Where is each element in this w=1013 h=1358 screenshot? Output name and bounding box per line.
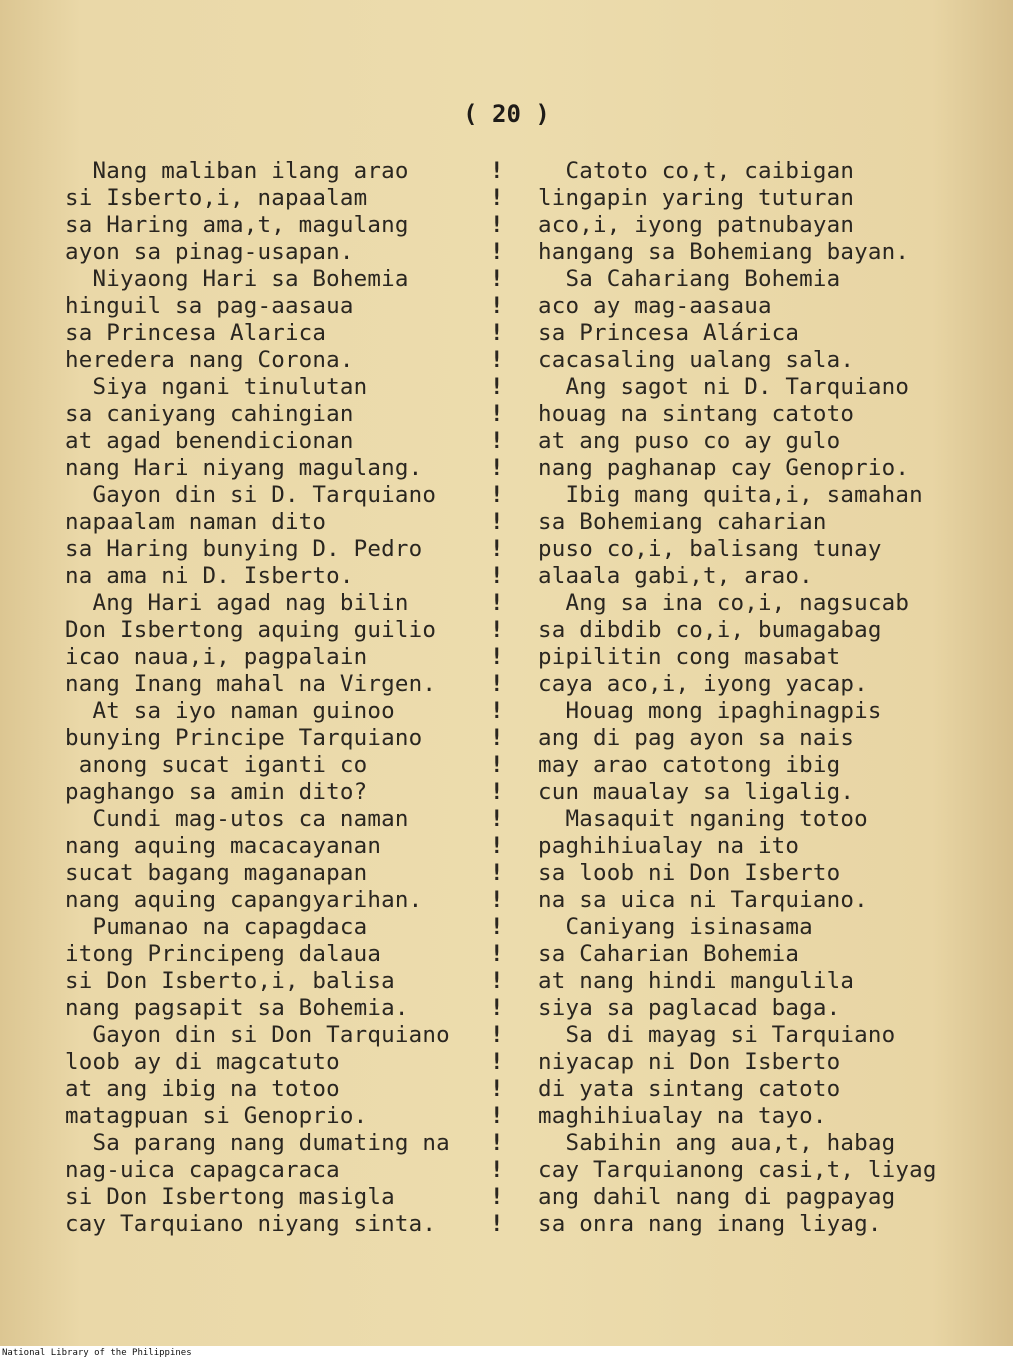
verse-line (538, 941, 988, 968)
verse-text: sa onra nang inang liyag. (538, 1211, 882, 1237)
verse-text: Siya ngani tinulutan (65, 374, 368, 400)
verse-line (65, 914, 535, 941)
verse-text: Sabihin ang aua,t, habag (538, 1130, 896, 1156)
verse-text: sucat bagang maganapan (65, 860, 368, 886)
verse-line (538, 563, 988, 590)
verse-line (538, 1049, 988, 1076)
line-mark: ! (490, 563, 504, 589)
verse-line (65, 887, 535, 914)
verse-line (538, 644, 988, 671)
line-mark: ! (490, 1184, 504, 1210)
verse-text: paghango sa amin dito? (65, 779, 368, 805)
verse-text: di yata sintang catoto (538, 1076, 841, 1102)
verse-text: loob ay di magcatuto (65, 1049, 340, 1075)
verse-text: siya sa paglacad baga. (538, 995, 841, 1021)
verse-line (538, 401, 988, 428)
verse-text: hinguil sa pag-aasaua (65, 293, 354, 319)
verse-line (538, 590, 988, 617)
line-mark: ! (490, 617, 504, 643)
line-mark: ! (490, 482, 504, 508)
verse-text: sa Caharian Bohemia (538, 941, 800, 967)
line-mark: ! (490, 698, 504, 724)
verse-text: anong sucat iganti co (65, 752, 368, 778)
verse-text: puso co,i, balisang tunay (538, 536, 882, 562)
verse-text: alaala gabi,t, arao. (538, 563, 813, 589)
verse-text: aco ay mag-aasaua (538, 293, 772, 319)
line-mark: ! (490, 1103, 504, 1129)
verse-line (538, 1211, 988, 1238)
line-mark: ! (490, 455, 504, 481)
line-mark: ! (490, 833, 504, 859)
verse-text: at ang puso co ay gulo (538, 428, 841, 454)
verse-line (538, 1022, 988, 1049)
verse-line (538, 185, 988, 212)
verse-line (65, 752, 535, 779)
verse-text: napaalam naman dito (65, 509, 327, 535)
line-mark: ! (490, 1022, 504, 1048)
right-column (538, 158, 988, 1238)
verse-line (538, 914, 988, 941)
verse-text: at agad benendicionan (65, 428, 354, 454)
verse-line (538, 698, 988, 725)
verse-text: Ang sa ina co,i, nagsucab (538, 590, 910, 616)
verse-text: heredera nang Corona. (65, 347, 354, 373)
verse-line (65, 347, 535, 374)
verse-text: caya aco,i, iyong yacap. (538, 671, 868, 697)
line-mark: ! (490, 671, 504, 697)
line-mark: ! (490, 1076, 504, 1102)
line-mark: ! (490, 428, 504, 454)
verse-line (65, 968, 535, 995)
verse-text: Niyaong Hari sa Bohemia (65, 266, 409, 292)
verse-line (65, 293, 535, 320)
verse-line (65, 212, 535, 239)
line-mark: ! (490, 725, 504, 751)
verse-text: nag-uica capagcaraca (65, 1157, 340, 1183)
verse-line (538, 455, 988, 482)
line-mark: ! (490, 806, 504, 832)
verse-line (65, 860, 535, 887)
verse-text: hangang sa Bohemiang bayan. (538, 239, 910, 265)
verse-line (65, 563, 535, 590)
verse-line (65, 1157, 535, 1184)
verse-line (65, 590, 535, 617)
verse-text: nang pagsapit sa Bohemia. (65, 995, 409, 1021)
verse-line (65, 1184, 535, 1211)
verse-line (65, 1130, 535, 1157)
page-number: ( 20 ) (463, 100, 550, 128)
verse-line (65, 1211, 535, 1238)
line-mark: ! (490, 995, 504, 1021)
verse-line (538, 1103, 988, 1130)
verse-line (65, 1022, 535, 1049)
verse-line (538, 428, 988, 455)
verse-line (65, 320, 535, 347)
verse-text: cacasaling ualang sala. (538, 347, 855, 373)
verse-text: At sa iyo naman guinoo (65, 698, 395, 724)
verse-line (538, 833, 988, 860)
verse-text: nang aquing capangyarihan. (65, 887, 423, 913)
line-mark: ! (490, 374, 504, 400)
verse-line (538, 752, 988, 779)
verse-text: may arao catotong ibig (538, 752, 841, 778)
line-mark: ! (490, 1130, 504, 1156)
verse-line (538, 887, 988, 914)
verse-line (65, 455, 535, 482)
line-mark: ! (490, 1211, 504, 1237)
verse-text: Caniyang isinasama (538, 914, 813, 940)
verse-line (538, 482, 988, 509)
line-mark: ! (490, 536, 504, 562)
line-mark: ! (490, 401, 504, 427)
verse-line (538, 158, 988, 185)
verse-text: sa Bohemiang caharian (538, 509, 827, 535)
verse-text: na ama ni D. Isberto. (65, 563, 354, 589)
line-mark: ! (490, 590, 504, 616)
verse-line (538, 266, 988, 293)
verse-text: cay Tarquiano niyang sinta. (65, 1211, 437, 1237)
line-mark: ! (490, 752, 504, 778)
verse-line (65, 401, 535, 428)
verse-line (65, 833, 535, 860)
verse-line (538, 347, 988, 374)
verse-text: lingapin yaring tuturan (538, 185, 855, 211)
line-mark: ! (490, 941, 504, 967)
verse-text: nang Hari niyang magulang. (65, 455, 423, 481)
verse-text: Cundi mag-utos ca naman (65, 806, 409, 832)
verse-text: Don Isbertong aquing guilio (65, 617, 437, 643)
line-mark: ! (490, 1049, 504, 1075)
verse-line (65, 698, 535, 725)
line-mark: ! (490, 914, 504, 940)
verse-text: Catoto co,t, caibigan (538, 158, 855, 184)
line-mark: ! (490, 239, 504, 265)
verse-text: Ang sagot ni D. Tarquiano (538, 374, 910, 400)
verse-line (65, 806, 535, 833)
verse-line (65, 941, 535, 968)
line-mark: ! (490, 158, 504, 184)
verse-text: nang paghanap cay Genoprio. (538, 455, 910, 481)
verse-text: sa Princesa Alárica (538, 320, 800, 346)
verse-text: na sa uica ni Tarquiano. (538, 887, 868, 913)
verse-text: ayon sa pinag-usapan. (65, 239, 354, 265)
verse-text: icao naua,i, pagpalain (65, 644, 368, 670)
line-mark: ! (490, 266, 504, 292)
verse-line (538, 293, 988, 320)
verse-text: sa Haring bunying D. Pedro (65, 536, 423, 562)
verse-line (538, 806, 988, 833)
verse-text: maghihiualay na tayo. (538, 1103, 827, 1129)
verse-line (65, 509, 535, 536)
verse-line (65, 671, 535, 698)
verse-text: sa caniyang cahingian (65, 401, 354, 427)
line-mark: ! (490, 644, 504, 670)
verse-line (538, 617, 988, 644)
verse-line (538, 239, 988, 266)
line-mark: ! (490, 887, 504, 913)
verse-line (538, 671, 988, 698)
verse-text: niyacap ni Don Isberto (538, 1049, 841, 1075)
verse-text: Gayon din si D. Tarquiano (65, 482, 437, 508)
verse-text: si Don Isberto,i, balisa (65, 968, 395, 994)
verse-line (65, 725, 535, 752)
verse-text: matagpuan si Genoprio. (65, 1103, 368, 1129)
line-mark: ! (490, 860, 504, 886)
verse-text: sa loob ni Don Isberto (538, 860, 841, 886)
line-mark: ! (490, 779, 504, 805)
verse-text: bunying Principe Tarquiano (65, 725, 423, 751)
verse-line (65, 617, 535, 644)
verse-line (538, 1184, 988, 1211)
verse-line (538, 320, 988, 347)
verse-text: cay Tarquianong casi,t, liyag (538, 1157, 937, 1183)
verse-text: ang di pag ayon sa nais (538, 725, 855, 751)
footer-credit: National Library of the Philippines (2, 1348, 192, 1358)
left-column (65, 158, 535, 1238)
verse-line (65, 185, 535, 212)
verse-text: at ang ibig na totoo (65, 1076, 340, 1102)
verse-text: pipilitin cong masabat (538, 644, 841, 670)
verse-text: Sa Cahariang Bohemia (538, 266, 841, 292)
line-mark: ! (490, 320, 504, 346)
verse-text: paghihiualay na ito (538, 833, 800, 859)
verse-text: aco,i, iyong patnubayan (538, 212, 855, 238)
verse-text: Ang Hari agad nag bilin (65, 590, 409, 616)
verse-line (65, 995, 535, 1022)
line-mark: ! (490, 347, 504, 373)
verse-text: itong Principeng dalaua (65, 941, 382, 967)
verse-text: nang aquing macacayanan (65, 833, 382, 859)
line-mark: ! (490, 509, 504, 535)
verse-text: Nang maliban ilang arao (65, 158, 409, 184)
verse-text: si Don Isbertong masigla (65, 1184, 395, 1210)
verse-line (65, 779, 535, 806)
verse-line (538, 374, 988, 401)
line-mark: ! (490, 212, 504, 238)
verse-text: sa dibdib co,i, bumagabag (538, 617, 882, 643)
verse-line (65, 1076, 535, 1103)
verse-line (65, 428, 535, 455)
verse-text: cun maualay sa ligalig. (538, 779, 855, 805)
verse-text: at nang hindi mangulila (538, 968, 855, 994)
verse-line (538, 779, 988, 806)
verse-text: Pumanao na capagdaca (65, 914, 368, 940)
verse-line (65, 644, 535, 671)
verse-line (538, 968, 988, 995)
verse-line (538, 1076, 988, 1103)
verse-line (538, 860, 988, 887)
verse-text: houag na sintang catoto (538, 401, 855, 427)
verse-line (538, 1157, 988, 1184)
line-mark: ! (490, 968, 504, 994)
verse-line (538, 1130, 988, 1157)
verse-line (65, 1103, 535, 1130)
verse-line (538, 995, 988, 1022)
verse-text: nang Inang mahal na Virgen. (65, 671, 437, 697)
verse-line (538, 725, 988, 752)
verse-text: si Isberto,i, napaalam (65, 185, 368, 211)
verse-text: ang dahil nang di pagpayag (538, 1184, 896, 1210)
line-mark: ! (490, 293, 504, 319)
verse-line (538, 509, 988, 536)
verse-line (65, 374, 535, 401)
verse-text: Sa parang nang dumating na (65, 1130, 450, 1156)
verse-line (65, 266, 535, 293)
verse-text: Sa di mayag si Tarquiano (538, 1022, 896, 1048)
verse-line (65, 1049, 535, 1076)
verse-line (65, 536, 535, 563)
verse-line (65, 482, 535, 509)
verse-text: sa Princesa Alarica (65, 320, 327, 346)
verse-line (538, 212, 988, 239)
verse-text: Ibig mang quita,i, samahan (538, 482, 923, 508)
verse-text: Masaquit nganing totoo (538, 806, 868, 832)
verse-text: sa Haring ama,t, magulang (65, 212, 409, 238)
verse-text: Gayon din si Don Tarquiano (65, 1022, 450, 1048)
line-mark: ! (490, 1157, 504, 1183)
verse-line (65, 158, 535, 185)
verse-line (65, 239, 535, 266)
verse-line (538, 536, 988, 563)
line-mark: ! (490, 185, 504, 211)
verse-text: Houag mong ipaghinagpis (538, 698, 882, 724)
